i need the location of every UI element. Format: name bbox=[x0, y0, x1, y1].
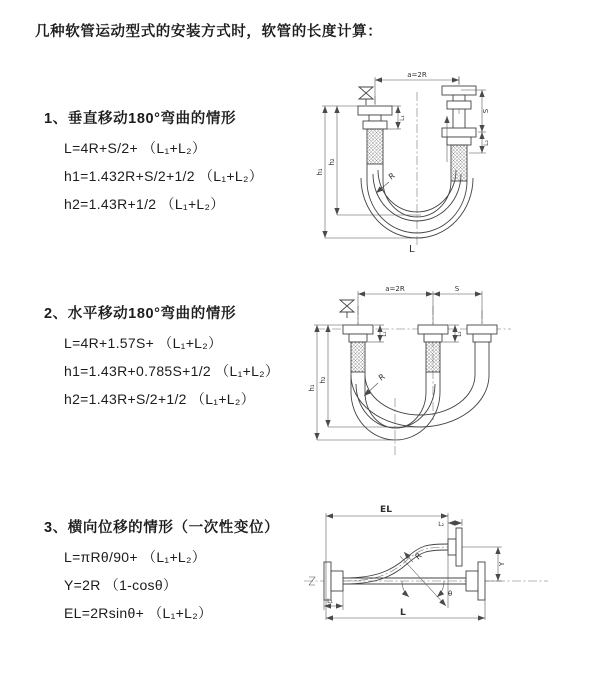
dim-label-s: S bbox=[454, 285, 460, 293]
section-1-heading: 1、垂直移动180°弯曲的情形 bbox=[44, 111, 237, 127]
formula-line: L=πRθ/90+ （L₁+L₂） bbox=[64, 549, 207, 565]
valve-icon bbox=[340, 300, 354, 318]
valve-icon bbox=[359, 87, 373, 105]
dim-label-h2: h₂ bbox=[319, 376, 327, 384]
angle-label: θ bbox=[448, 590, 453, 598]
length-label: L bbox=[409, 244, 415, 255]
dim-label-y: Y bbox=[498, 561, 506, 567]
dim-label-h1: h₁ bbox=[308, 384, 316, 392]
section-1 bbox=[44, 107, 263, 218]
formula-line: h2=1.43R+1/2 （L₁+L₂） bbox=[64, 196, 225, 212]
dimension-lines bbox=[314, 291, 482, 440]
dim-label-h2: h₂ bbox=[328, 158, 336, 166]
dim-label-l2: L₂ bbox=[438, 521, 444, 528]
radius-label: R bbox=[386, 171, 397, 182]
page-title: 几种软管运动型式的安装方式时，软管的长度计算： bbox=[35, 24, 383, 40]
formula-line: h1=1.432R+S/2+1/2 （L₁+L₂） bbox=[64, 168, 264, 184]
dim-label-l2: L₂ bbox=[457, 331, 463, 337]
section-2-heading: 2、水平移动180°弯曲的情形 bbox=[44, 306, 237, 322]
dim-label-a2r: a=2R bbox=[407, 71, 427, 79]
left-fitting bbox=[358, 106, 392, 164]
right-flange-displaced bbox=[448, 528, 462, 566]
formula-line: Y=2R （1-cosθ） bbox=[64, 577, 178, 593]
section-3 bbox=[44, 516, 279, 627]
dim-label-l1: L₁ bbox=[327, 598, 333, 605]
dim-label-el: EL bbox=[380, 505, 392, 515]
formula-line: L=4R+1.57S+ （L₁+L₂） bbox=[64, 335, 223, 351]
diagram-vertical-move-180 bbox=[303, 66, 583, 256]
dim-label-h1: h₁ bbox=[316, 168, 324, 176]
dimension-lines bbox=[324, 513, 502, 620]
dim-label-l1: L₁ bbox=[382, 331, 388, 337]
hose-outline bbox=[351, 342, 489, 440]
formula-line: L=4R+S/2+ （L₁+L₂） bbox=[64, 140, 207, 156]
right-flange-original bbox=[466, 562, 485, 600]
dim-label-a2r: a=2R bbox=[385, 285, 405, 293]
left-fitting bbox=[343, 325, 373, 372]
right-fitting bbox=[467, 325, 497, 342]
formula-line: h2=1.43R+S/2+1/2 （L₁+L₂） bbox=[64, 391, 255, 407]
dim-label-l2: L₂ bbox=[483, 140, 490, 146]
formula-line: EL=2Rsinθ+ （L₁+L₂） bbox=[64, 605, 213, 621]
length-label: L bbox=[400, 608, 406, 618]
diagram-lateral-displacement bbox=[296, 486, 586, 646]
diagram-horizontal-move-180 bbox=[296, 280, 586, 470]
radius-label: R bbox=[413, 551, 424, 562]
radius-label: R bbox=[376, 372, 387, 383]
dim-label-l1: L₁ bbox=[399, 115, 406, 121]
dim-label-s: S bbox=[482, 108, 490, 114]
formula-line: h1=1.43R+0.785S+1/2 （L₁+L₂） bbox=[64, 363, 280, 379]
section-3-heading: 3、横向位移的情形（一次性变位） bbox=[44, 520, 280, 536]
center-lines bbox=[375, 76, 459, 246]
middle-fitting bbox=[418, 325, 448, 372]
left-flange bbox=[324, 562, 343, 600]
section-2 bbox=[44, 302, 279, 413]
